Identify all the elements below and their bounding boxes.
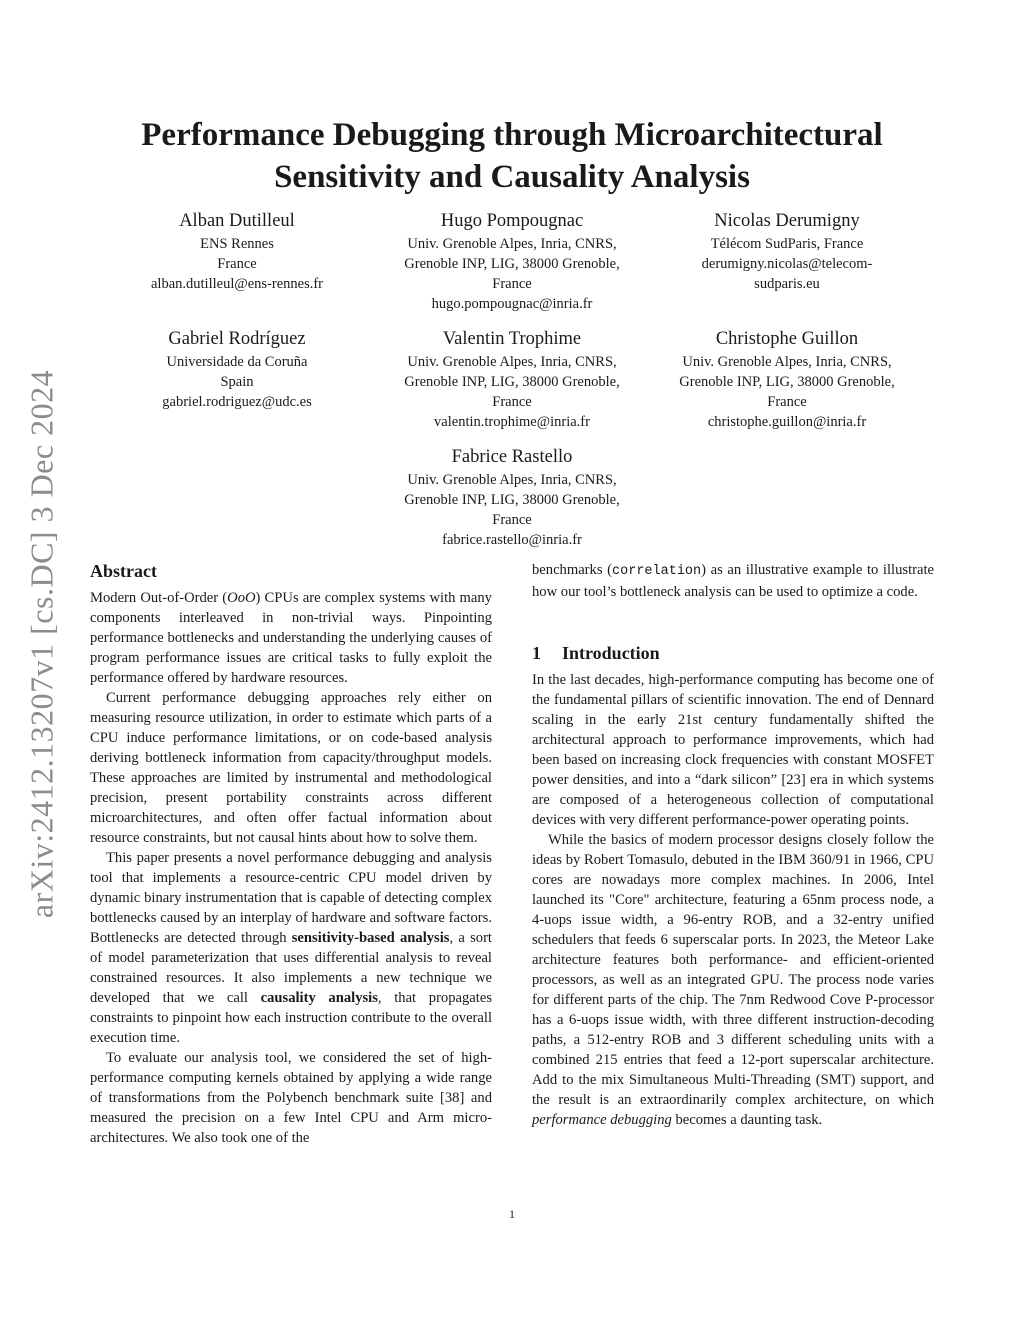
author-affiliation: Univ. Grenoble Alpes, Inria, CNRS, — [682, 354, 892, 370]
page-number: 1 — [509, 1207, 515, 1221]
author-email: hugo.pompougnac@inria.fr — [431, 296, 593, 312]
author-affiliation: Grenoble INP, LIG, 38000 Grenoble, — [404, 492, 620, 508]
left-column — [90, 560, 492, 1148]
author-affiliation: Universidade da Coruña — [166, 354, 308, 370]
author-country: France — [492, 512, 532, 528]
title-line-2: Sensitivity and Causality Analysis — [274, 159, 750, 195]
author-affiliation: Univ. Grenoble Alpes, Inria, CNRS, — [407, 236, 617, 252]
author-block — [667, 208, 907, 294]
causality-analysis-term: causality analysis — [260, 990, 378, 1006]
author-email: valentin.trophime@inria.fr — [434, 414, 590, 430]
author-block — [137, 208, 337, 294]
author-affiliation: Grenoble INP, LIG, 38000 Grenoble, — [404, 374, 620, 390]
title-line-1: Performance Debugging through Microarchitectural — [141, 117, 883, 153]
author-affiliation: Grenoble INP, LIG, 38000 Grenoble, — [679, 374, 895, 390]
abstract-paragraph: This paper presents a novel performance debugging and analysis tool that implements a resource-centric CPU model driven by dynamic binary instrumentation that is capable of detecting complex bottlenecks caused by an interplay of hardware and software factors. Bottlenecks are detected through sensitivity-based analysis, a sort of model parameterization that uses differential analysis to reveal constrained resources. It also implements a new technique we developed that we call causality analysis, that propagates constraints to pinpoint how each instruction contribute to the overall execution time. — [90, 850, 492, 1046]
section-heading-introduction — [532, 642, 934, 664]
author-email: alban.dutilleul@ens-rennes.fr — [151, 276, 323, 292]
author-email: fabrice.rastello@inria.fr — [442, 532, 582, 548]
author-name: Hugo Pompougnac — [440, 211, 584, 231]
author-affiliation: ENS Rennes — [200, 236, 274, 252]
section-number: 1 — [532, 643, 541, 663]
author-name: Alban Dutilleul — [179, 211, 295, 231]
author-country: Spain — [220, 374, 254, 390]
author-name: Valentin Trophime — [442, 329, 582, 349]
author-affiliation: Télécom SudParis, France — [710, 236, 864, 252]
section-title: Introduction — [562, 643, 660, 663]
sensitivity-analysis-term: sensitivity-based analysis — [291, 930, 450, 946]
author-email: christophe.guillon@inria.fr — [707, 414, 867, 430]
abstract-paragraph: To evaluate our analysis tool, we considered the set of high-performance computing kernels obtained by applying a wide range of transformations from the Polybench benchmark suite [38] and measured the precision on a few Intel CPU and Arm micro-architectures. We also took one of the — [90, 1050, 492, 1146]
author-affiliation: Grenoble INP, LIG, 38000 Grenoble, — [404, 256, 620, 272]
code-identifier: correlation — [612, 564, 702, 579]
author-block — [137, 326, 337, 412]
author-block — [657, 326, 917, 432]
author-email: gabriel.rodriguez@udc.es — [162, 394, 312, 410]
author-name: Nicolas Derumigny — [714, 211, 860, 231]
author-name: Fabrice Rastello — [451, 447, 573, 467]
abstract-heading: Abstract — [90, 561, 157, 581]
author-name: Christophe Guillon — [715, 329, 859, 349]
paper-title — [80, 114, 944, 198]
author-block — [382, 208, 642, 314]
author-name: Gabriel Rodríguez — [168, 329, 306, 349]
author-country: France — [492, 394, 532, 410]
author-affiliation: Univ. Grenoble Alpes, Inria, CNRS, — [407, 472, 617, 488]
author-country: France — [767, 394, 807, 410]
arxiv-identifier-stamp: arXiv:2412.13207v1 [cs.DC] 3 Dec 2024 — [23, 369, 60, 919]
author-email: sudparis.eu — [754, 276, 820, 292]
intro-paragraph: While the basics of modern processor designs closely follow the ideas by Robert Tomasulo, debuted in the IBM 360/91 in 1966, CPU cores are nowadays more complex machines. In 2006, Intel launched its "Core" architecture, featuring a 65nm process node, a 4-uops issue width, a 96-entry ROB, and a 32-entry unified schedulers that feeds 6 superscalar ports. In 2023, the Meteor Lake architecture features both performance- and efficient-oriented processors, as well as an integrated GPU. The process node varies for different parts of the chip. The 7nm Redwood Cove P-processor has a 6-uops issue width, with three different instruction-decoding paths, a 512-entry ROB and 3 different scheduling units with a combined 215 entries that feed a 12-port superscalar architecture. Add to the mix Simultaneous Multi-Threading (SMT) support, and the result is an extraordinarily complex architecture, on which performance debugging becomes a daunting task. — [532, 832, 934, 1128]
author-country: France — [217, 256, 257, 272]
right-column — [532, 560, 934, 1130]
abstract-paragraph: Current performance debugging approaches rely either on measuring resource utilization, in order to estimate which parts of a CPU induce performance limitations, or on code-based analysis deriving bottleneck information from capacity/throughput models. These approaches are limited by instrumental and methodological precision, present portability constraints across different microarchitectures, and often offer factual information about resource constraints, but not causal hints about how to solve them. — [90, 690, 492, 846]
author-block — [382, 326, 642, 432]
author-country: France — [492, 276, 532, 292]
author-email: derumigny.nicolas@telecom- — [701, 256, 873, 272]
author-affiliation: Univ. Grenoble Alpes, Inria, CNRS, — [407, 354, 617, 370]
abstract-paragraph: Modern Out-of-Order (OoO) CPUs are complex systems with many components interleaved in non-trivial ways. Pinpointing performance bottlenecks and understanding the underlying causes of program performance issues are critical tasks to fully exploit the performance offered by hardware resources. — [90, 590, 492, 686]
intro-paragraph: In the last decades, high-performance computing has become one of the fundamental pillars of scientific innovation. The end of Dennard scaling in the early 21st century fundamentally shifted the architectural approach to performance improvements, which had been based on increasing clock frequencies with constant MOSFET power densities, and into a “dark silicon” [23] era in which systems are composed of a heterogeneous collection of computational devices with very different performance-power operating points. — [532, 672, 934, 828]
abstract-paragraph-continued: benchmarks (correlation) as an illustrative example to illustrate how our tool’s bottleneck analysis can be used to optimize a code. — [532, 562, 934, 600]
author-block — [382, 444, 642, 550]
